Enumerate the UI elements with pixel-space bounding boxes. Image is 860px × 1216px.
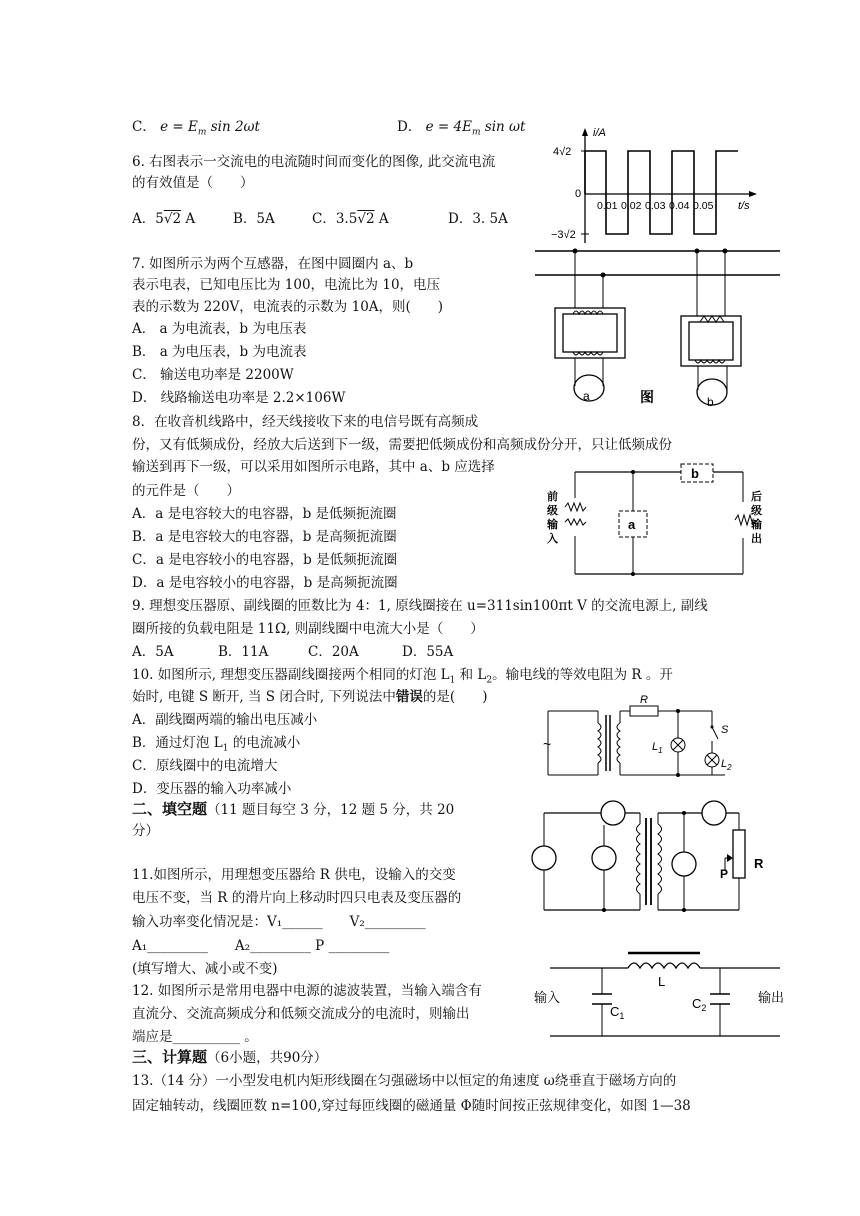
box-b-label: b	[691, 466, 699, 481]
section-3-heading: 三、计算题（6小题，共90分）	[132, 1048, 328, 1066]
q7-option-a: A． a 为电流表，b 为电压表	[132, 321, 307, 337]
y-bottom-label: −3√2	[551, 229, 576, 241]
q9-line-2: 圈所接的负载电阻是 11Ω, 则副线圈中电流大小是（ ）	[132, 621, 484, 637]
svg-text:级: 级	[547, 505, 558, 517]
x-tick-3: 0.03	[645, 200, 666, 212]
q6-line-2: 的有效值是（ ）	[132, 175, 254, 191]
svg-text:后: 后	[751, 491, 762, 503]
svg-text:输: 输	[751, 519, 762, 531]
q9-line-1: 9. 理想变压器原、副线圈的匝数比为 4：1, 原线圈接在 u=311sin100πt V 的交流电源上, 副线	[132, 598, 708, 614]
q7-option-b: B． a 为电压表，b 为电流表	[132, 344, 307, 360]
lamp-l1-label: $L_1$	[652, 741, 663, 755]
q9-option-d: D．55A	[402, 644, 454, 660]
q8-option-d: D．a 是电容较小的电容器，b 是高频扼流圈	[132, 575, 398, 591]
y-top-label: 4√2	[553, 146, 572, 158]
q13-line-1: 13.（14 分）一小型发电机内矩形线圈在匀强磁场中以恒定的角速度 ω绕垂直于磁场方向的	[132, 1073, 677, 1089]
q9-option-b: B．11A	[218, 644, 269, 660]
q10-option-c: C．原线圈中的电流增大	[132, 758, 278, 774]
inductor-l-label: L	[658, 974, 666, 989]
x-axis-label: t/s	[738, 200, 750, 212]
meter-b-label: b	[707, 395, 714, 409]
svg-text:级: 级	[751, 505, 762, 517]
q7-transformer-figure	[535, 248, 780, 413]
q8-option-c: C．a 是电容较小的电容器，b 是低频扼流圈	[132, 552, 398, 568]
resistor-r-label: R	[754, 856, 764, 871]
capacitor-c2-label: $C_2$	[692, 996, 707, 1013]
q8-option-a: A．a 是电容较大的电容器，b 是低频扼流圈	[132, 506, 397, 522]
q8-option-b: B．a 是电容较大的电容器，b 是高频扼流圈	[132, 529, 397, 545]
q10-option-b: B．通过灯泡 $L_1$ 的电流减小	[132, 735, 301, 754]
meter-a-label: a	[583, 389, 590, 403]
q6-option-c: C．3.5√2 A	[312, 211, 389, 227]
svg-text:出: 出	[751, 533, 762, 545]
q9-option-a: A．5A	[132, 644, 174, 660]
q11-transformer-meters-figure	[527, 800, 777, 920]
q8-line-3: 输送到再下一级，可以采用如图所示电路，其中 a、b 应选择	[132, 459, 495, 475]
ac-source-symbol: ~	[543, 736, 552, 752]
q6-current-time-graph	[551, 125, 760, 250]
q13-line-2: 固定轴转动，线圈匝数 n=100,穿过每匝线圈的磁通量 Φ随时间按正弦规律变化，如图 1—38	[132, 1098, 691, 1114]
y-axis-label: i/A	[593, 127, 606, 139]
q8-line-2: 份，又有低频成份，经放大后送到下一级，需要把低频成份和高频成份分开，只让低频成份	[132, 437, 672, 453]
q12-lc-filter-figure	[530, 946, 795, 1046]
q8-line-1: 8．在收音机线路中，经天线接收下来的电信号既有高频成	[132, 414, 479, 430]
origin-label: 0	[575, 188, 582, 200]
q7-line-2: 表示电表，已知电压比为 100，电流比为 10，电压	[132, 277, 441, 293]
q7-line-3: 表的示数为 220V，电流表的示数为 10A，则( )	[132, 299, 444, 315]
resistor-r-label: R	[640, 694, 648, 706]
figure-label: 图	[640, 389, 654, 405]
q7-option-d: D． 线路输送电功率是 2.2×106W	[132, 390, 346, 406]
q6-option-a: A．5√2 A	[132, 211, 196, 227]
q11-line-5: (填写增大、减小或不变)	[132, 961, 278, 977]
q12-line-1: 12. 如图所示是常用电器中电源的滤波装置，当输入端含有	[132, 983, 482, 999]
x-tick-5: 0.05	[693, 200, 714, 212]
svg-text:入: 入	[547, 533, 558, 545]
x-tick-1: 0.01	[597, 200, 618, 212]
q7-option-c: C． 输送电功率是 2200W	[132, 367, 294, 383]
q11-line-3: 输入功率变化情况是：V₁______ V₂_________	[132, 914, 426, 930]
q8-filter-figure	[543, 462, 773, 580]
q7-line-1: 7. 如图所示为两个互感器，在图中圆圈内 a、b	[132, 256, 414, 272]
section-2-heading-cont: 分）	[132, 823, 159, 839]
q10-line-1: 10. 如图所示, 理想变压器副线圈接两个相同的灯泡 $L_1$ 和 $L_2$。输电线的等效电阻为 R 。开	[132, 667, 673, 686]
q11-line-4: A₁_________ A₂_________ P _________	[132, 938, 390, 954]
x-tick-2: 0.02	[621, 200, 642, 212]
q12-line-3: 端应是__________ 。	[132, 1029, 258, 1045]
svg-text:前: 前	[547, 491, 558, 503]
q6-option-b: B．5A	[233, 211, 275, 227]
q10-option-a: A．副线圈两端的输出电压减小	[132, 712, 318, 728]
box-a-label: a	[628, 517, 636, 532]
q6-option-d: D．3. 5A	[448, 211, 508, 227]
q5-option-d: D． $e = 4E_m$ sin ωt	[397, 119, 526, 138]
lamp-l2-label: $L_2$	[721, 758, 732, 772]
q10-transformer-lamps-figure	[540, 693, 745, 793]
q11-line-1: 11.如图所示，用理想变压器给 R 供电，设输入的交变	[132, 867, 456, 883]
switch-s-label: S	[721, 724, 729, 736]
slider-p-label: P	[720, 867, 729, 881]
q10-line-2: 始时, 电键 S 断开, 当 S 闭合时, 下列说法中错误的是( )	[132, 689, 488, 705]
svg-text:输: 输	[547, 519, 558, 531]
x-tick-4: 0.04	[669, 200, 690, 212]
q12-line-2: 直流分、交流高频成分和低频交流成分的电流时，则输出	[132, 1006, 470, 1022]
input-label: 输入	[534, 990, 561, 1005]
q10-option-d: D．变压器的输入功率减小	[132, 781, 292, 797]
q11-line-2: 电压不变，当 R 的滑片向上移动时四只电表及变压器的	[132, 890, 462, 906]
q6-line-1: 6. 右图表示一交流电的电流随时间而变化的图像, 此交流电流	[132, 154, 496, 170]
section-2-heading: 二、填空题（11 题目每空 3 分，12 题 5 分，共 20	[132, 800, 455, 818]
output-label: 输出	[758, 990, 785, 1005]
q5-option-c: C． $e = E_m$ sin 2ωt	[132, 119, 260, 138]
q8-line-4: 的元件是（ ）	[132, 483, 240, 499]
capacitor-c1-label: $C_1$	[610, 1004, 625, 1021]
q9-option-c: C．20A	[308, 644, 359, 660]
